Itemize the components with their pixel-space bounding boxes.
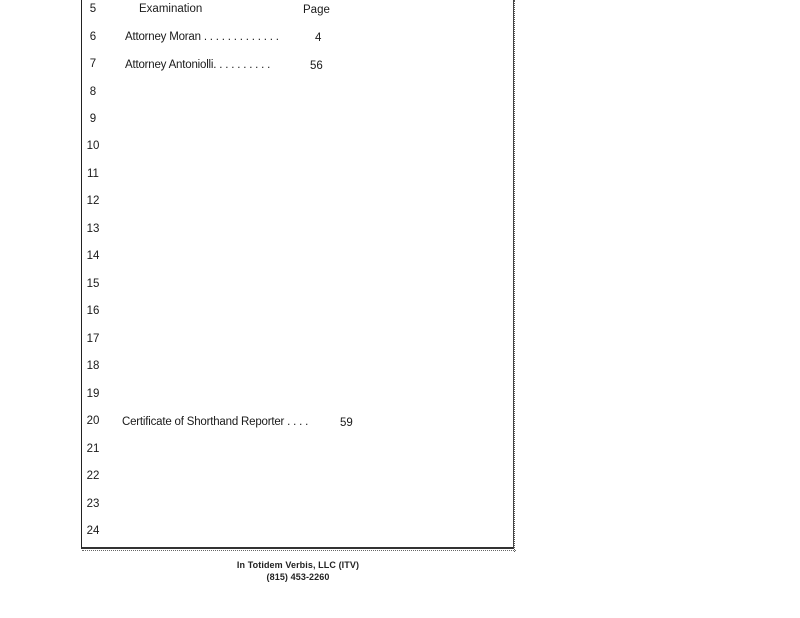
index-entry-page: 4: [315, 32, 322, 44]
line-number: 13: [86, 223, 100, 235]
line-number: 21: [86, 443, 100, 455]
footer-company: In Totidem Verbis, LLC (ITV): [236, 560, 360, 570]
line-number: 7: [89, 58, 97, 70]
line-number: 19: [86, 388, 100, 400]
line-number: 20: [86, 415, 100, 427]
index-entry-label: Certificate of Shorthand Reporter . . . .: [122, 416, 309, 428]
line-number: 14: [86, 250, 100, 262]
line-number: 6: [89, 31, 97, 43]
page-edge-shadow: [82, 550, 516, 554]
line-number: 17: [86, 333, 100, 345]
line-number: 16: [86, 305, 100, 317]
examination-header: Examination: [139, 3, 203, 15]
line-number: 23: [86, 498, 100, 510]
page-header: Page: [303, 4, 330, 16]
transcript-page: [81, 0, 514, 549]
index-entry-label: Attorney Moran . . . . . . . . . . . . .: [125, 31, 279, 43]
line-number: 12: [86, 195, 100, 207]
index-entry-page: 56: [310, 60, 323, 72]
index-entry-page: 59: [340, 417, 353, 429]
line-number: 5: [89, 3, 97, 15]
footer-phone: (815) 453-2260: [266, 572, 330, 582]
line-number: 18: [86, 360, 100, 372]
line-number: 11: [87, 168, 99, 180]
line-number: 10: [86, 140, 100, 152]
line-number: 22: [86, 470, 100, 482]
line-number: 15: [86, 278, 100, 290]
index-entry-label: Attorney Antoniolli. . . . . . . . . .: [125, 59, 271, 71]
line-number: 24: [86, 525, 100, 537]
line-number: 9: [89, 113, 97, 125]
page-edge-shadow: [514, 0, 518, 552]
line-number: 8: [89, 86, 97, 98]
